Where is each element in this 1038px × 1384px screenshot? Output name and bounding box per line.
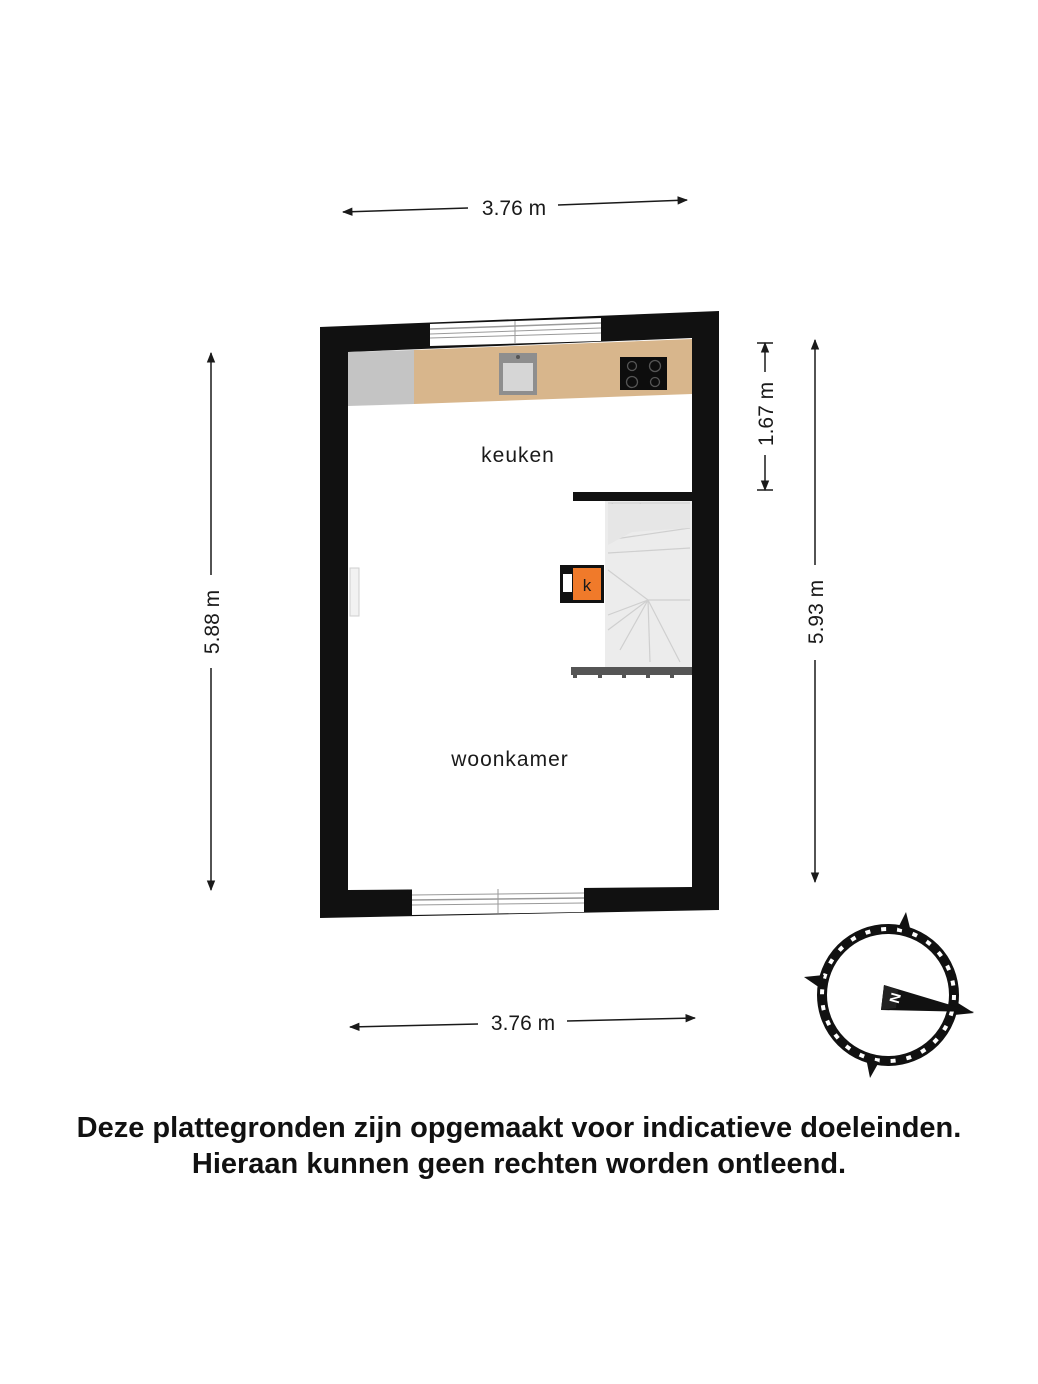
dimension-right-label: 5.93 m xyxy=(805,579,828,645)
dimension-left-label: 5.88 m xyxy=(201,589,224,655)
dimension-right xyxy=(805,340,828,882)
dimension-top-label: 3.76 m xyxy=(481,197,547,220)
sink-icon xyxy=(499,353,537,395)
room-label-living: woonkamer xyxy=(451,748,569,771)
room-label-kitchen: keuken xyxy=(481,444,555,467)
disclaimer xyxy=(0,1110,1038,1182)
compass-icon xyxy=(804,912,974,1078)
dimension-kitchen-label: 1.67 m xyxy=(755,381,778,447)
disclaimer-line-1: Deze plattegronden zijn opgemaakt voor indicatieve doeleinden. xyxy=(76,1112,962,1144)
dimension-left xyxy=(201,353,224,890)
radiator-icon xyxy=(350,568,359,616)
disclaimer-line-2: Hieraan kunnen geen rechten worden ontleend. xyxy=(191,1148,847,1180)
dimension-bottom xyxy=(350,1012,695,1035)
boiler-unit xyxy=(560,565,604,603)
compass-north-label: N xyxy=(885,991,905,1005)
boiler-label: k xyxy=(582,576,592,595)
cooktop-icon xyxy=(620,357,667,390)
dimension-bottom-label: 3.76 m xyxy=(490,1012,556,1035)
dimension-kitchen xyxy=(755,343,778,490)
dimension-top xyxy=(343,197,687,220)
window-bottom xyxy=(412,887,584,915)
